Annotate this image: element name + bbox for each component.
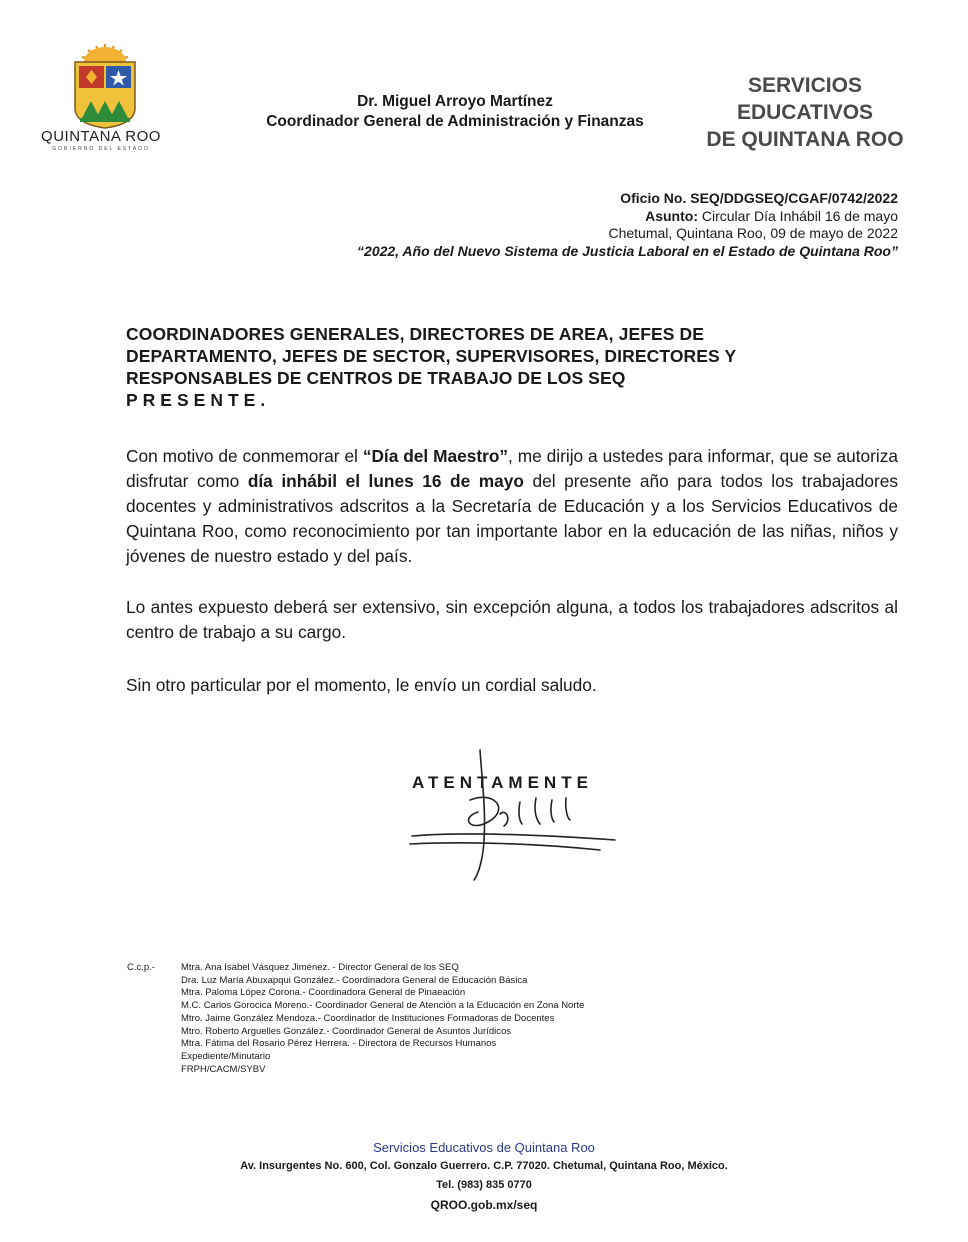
cc-list	[181, 962, 584, 1076]
footer-website: QROO.gob.mx/seq	[430, 1198, 538, 1212]
cc-item: Mtra. Ana Isabel Vásquez Jiménez. - Director General de los SEQ	[181, 962, 459, 973]
cc-item: Mtra. Fátima del Rosario Pérez Herrera. - Directora de Recursos Humanos	[181, 1038, 497, 1050]
org-line-2: DE QUINTANA ROO	[706, 128, 904, 151]
oficio-number: Oficio No. SEQ/DDGSEQ/CGAF/0742/2022	[620, 190, 898, 206]
cc-item: Mtro. Roberto Arguelles González.- Coordinador General de Asuntos Jurídicos	[181, 1025, 512, 1037]
body-paragraph-1	[126, 444, 898, 569]
handwritten-signature	[400, 740, 630, 890]
body-paragraph-3: Sin otro particular por el momento, le envío un cordial saludo.	[126, 675, 597, 695]
org-line-1: SERVICIOS EDUCATIVOS	[736, 74, 874, 124]
cc-item: M.C. Carlos Gorocica Moreno.- Coordinador General de Atención a la Educación en Zona Norte	[181, 1000, 585, 1012]
cc-item: Expediente/Minutario	[181, 1050, 271, 1062]
year-motto: “2022, Año del Nuevo Sistema de Justicia Laboral en el Estado de Quintana Roo”	[357, 242, 898, 259]
reference-block	[218, 190, 898, 260]
atentamente: ATENTAMENTE	[412, 773, 593, 792]
place-date: Chetumal, Quintana Roo, 09 de mayo de 2022	[608, 225, 898, 241]
logo-subtitle: GOBIERNO DEL ESTADO	[52, 146, 150, 152]
cc-item: Dra. Luz María Abuxapqui González.- Coordinadora General de Educación Básica	[181, 974, 528, 986]
cc-item: Mtra. Paloma López Corona.- Coordinadora General de Pinaeación	[181, 987, 466, 999]
addressee-block	[126, 323, 826, 411]
presente: PRESENTE.	[126, 390, 271, 410]
cc-item: Mtro. Jaime González Mendoza.- Coordinador de Instituciones Formadoras de Docentes	[181, 1012, 555, 1024]
sender-name: Dr. Miguel Arroyo Martínez	[357, 93, 553, 110]
footer-org: Servicios Educativos de Quintana Roo	[373, 1140, 595, 1155]
sender-title: Coordinador General de Administración y Finanzas	[266, 113, 644, 130]
addressee-line-3: RESPONSABLES DE CENTROS DE TRABAJO DE LOS SEQ	[126, 368, 626, 388]
sender-block	[230, 92, 680, 132]
asunto-text: Circular Día Inhábil 16 de mayo	[698, 207, 898, 224]
p1-text-e: del presente año para todos los trabajadores docentes y administrativos adscritos a la Secretaría de Educación y a los Servicios Educativos de Quintana Roo, como reconocimiento por tan importante labor en la educación de las niñas, niños y jóvenes de nuestro estado y del país.	[126, 471, 898, 566]
addressee-line-2: DEPARTAMENTO, JEFES DE SECTOR, SUPERVISORES, DIRECTORES Y	[126, 346, 737, 366]
body-paragraph-2: Lo antes expuesto deberá ser extensivo, sin excepción alguna, a todos los trabajadores adscritos al centro de trabajo a su cargo.	[126, 597, 898, 642]
asunto-line	[218, 208, 898, 226]
logo-state-name: QUINTANA ROO	[41, 128, 161, 145]
footer-address: Av. Insurgentes No. 600, Col. Gonzalo Guerrero. C.P. 77020. Chetumal, Quintana Roo, México.	[240, 1160, 728, 1172]
cc-label: C.c.p.-	[127, 962, 155, 973]
addressee-line-1: COORDINADORES GENERALES, DIRECTORES DE AREA, JEFES DE	[126, 324, 705, 344]
organization-name	[680, 72, 930, 153]
p1-text-c: , me dirijo a ustedes para informar, que se autoriza disfrutar como	[126, 446, 899, 491]
footer-phone: Tel. (983) 835 0770	[436, 1179, 532, 1191]
p1-dia-inhabil: día inhábil el lunes 16 de mayo	[247, 471, 524, 491]
asunto-label: Asunto:	[645, 207, 698, 224]
cc-item: FRPH/CACM/SYBV	[181, 1063, 266, 1075]
p1-text-a: Con motivo de conmemorar el	[126, 446, 363, 466]
p1-dia-del-maestro: “Día del Maestro”	[362, 446, 509, 466]
